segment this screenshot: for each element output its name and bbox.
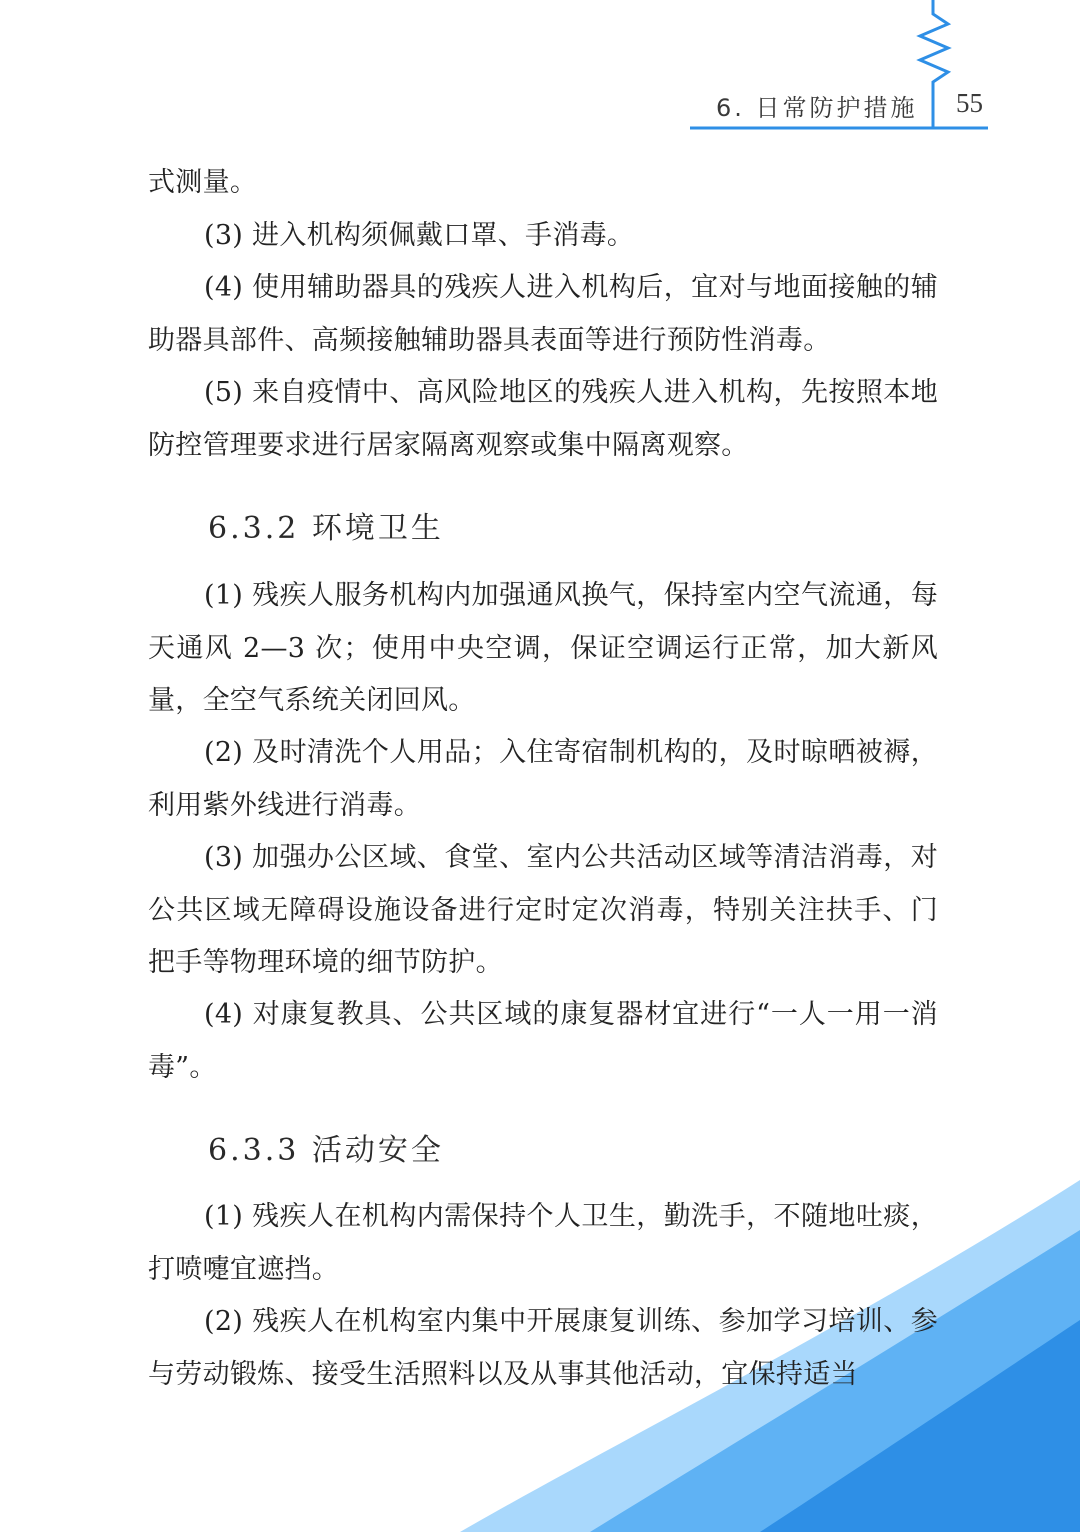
paragraph: (4) 使用辅助器具的残疾人进入机构后，宜对与地面接触的辅助器具部件、高频接触辅助器具表面等进行预防性消毒。 — [148, 272, 938, 356]
section-heading: 6.3.2 环境卫生 — [208, 511, 444, 546]
page-number: 55 — [956, 88, 983, 118]
paragraph: (3) 加强办公区域、食堂、室内公共活动区域等清洁消毒，对公共区域无障碍设施设备进行定时定次消毒，特别关注扶手、门把手等物理环境的细节防护。 — [148, 842, 938, 978]
paragraph: (2) 及时清洗个人用品；入住寄宿制机构的，及时晾晒被褥，利用紫外线进行消毒。 — [148, 737, 938, 821]
paragraph: (5) 来自疫情中、高风险地区的残疾人进入机构，先按照本地防控管理要求进行居家隔离观察或集中隔离观察。 — [148, 377, 938, 461]
paragraph: (1) 残疾人在机构内需保持个人卫生，勤洗手，不随地吐痰，打喷嚏宜遮挡。 — [148, 1201, 938, 1285]
paragraph: (4) 对康复教具、公共区域的康复器材宜进行“一人一用一消毒”。 — [148, 999, 938, 1083]
section-heading: 6.3.3 活动安全 — [208, 1133, 444, 1168]
paragraph: (3) 进入机构须佩戴口罩、手消毒。 — [204, 220, 635, 251]
paragraph: 式测量。 — [148, 167, 258, 198]
paragraph: (2) 残疾人在机构室内集中开展康复训练、参加学习培训、参与劳动锻炼、接受生活照料以及从事其他活动，宜保持适当 — [148, 1306, 938, 1390]
chapter-title: 6. 日常防护措施 — [716, 94, 918, 122]
paragraph: (1) 残疾人服务机构内加强通风换气，保持室内空气流通，每天通风 2—3 次；使用中央空调，保证空调运行正常，加大新风量，全空气系统关闭回风。 — [148, 580, 938, 716]
spring-icon — [920, 0, 948, 128]
